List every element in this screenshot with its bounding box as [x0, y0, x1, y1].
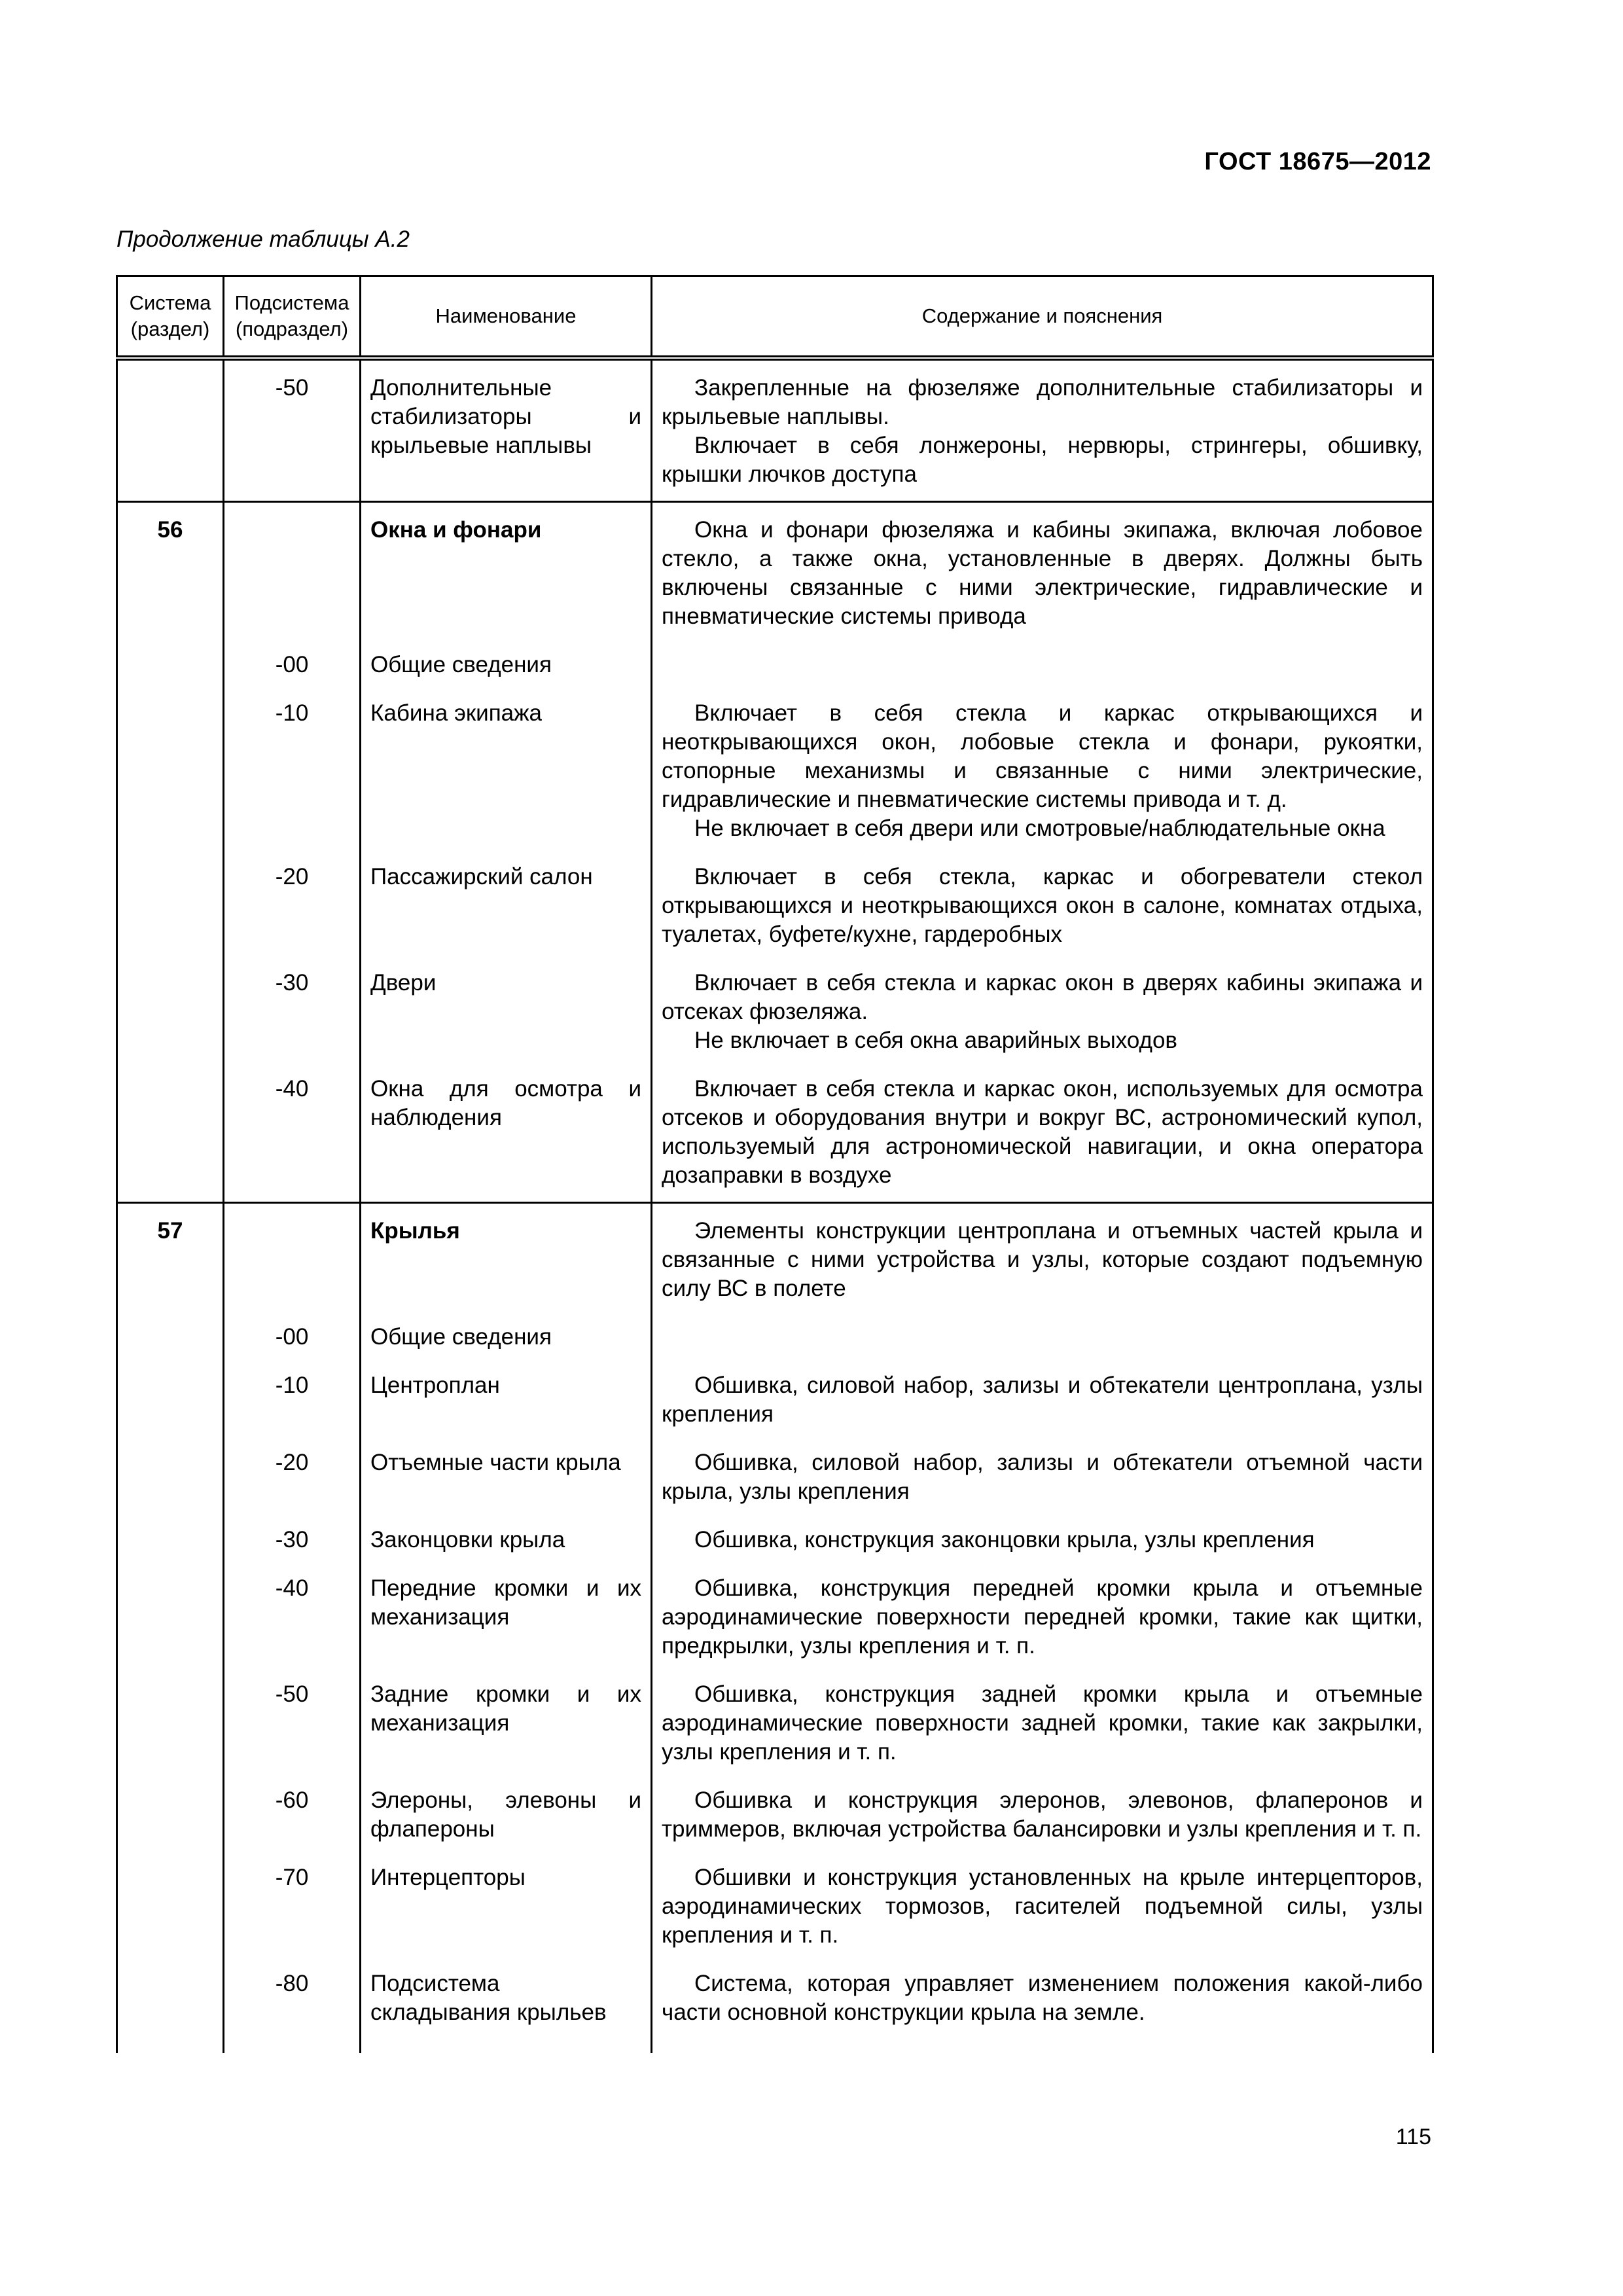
table-row: [117, 1371, 1433, 1448]
name-cell: Передние кромки и их механизация: [361, 1574, 652, 1680]
description-paragraph: Обшивка, конструкция передней кромки крыла и отъемные аэродинамические поверхности передней кромки, такие как щитки, предкрылки, узлы крепления и т. п.: [662, 1575, 1423, 1659]
system-code-cell: [117, 1574, 224, 1680]
column-header-description: Содержание и пояснения: [652, 276, 1433, 359]
table-row: [117, 1203, 1433, 1323]
system-code-cell: [117, 1448, 224, 1526]
subsystem-code-cell: -10: [224, 1371, 361, 1448]
description-paragraph: Обшивка и конструкция элеронов, элевонов, флаперонов и триммеров, включая устройства балансировки и узлы крепления и т. п.: [662, 1787, 1423, 1842]
column-header-system: Система (раздел): [117, 276, 224, 359]
description-cell: [652, 1526, 1433, 1574]
description-paragraph: Обшивка, силовой набор, зализы и обтекатели центроплана, узлы крепления: [662, 1372, 1423, 1427]
subsystem-code-cell: -80: [224, 1969, 361, 2053]
table-row: [117, 1526, 1433, 1574]
subsystem-code-cell: -30: [224, 969, 361, 1075]
table-body: [117, 358, 1433, 2053]
table-caption: Продолжение таблицы А.2: [116, 226, 410, 252]
table-row: [117, 1969, 1433, 2053]
system-code-cell: [117, 1969, 224, 2053]
description-paragraph: Обшивка, конструкция законцовки крыла, узлы крепления: [694, 1527, 1315, 1552]
description-paragraph: Обшивка, силовой набор, зализы и обтекатели отъемной части крыла, узлы крепления: [662, 1450, 1423, 1504]
subsystem-code-cell: -20: [224, 863, 361, 969]
table-row: [117, 502, 1433, 651]
name-cell: Задние кромки и их механизация: [361, 1680, 652, 1786]
table-row: [117, 1574, 1433, 1680]
table-header-row: [117, 276, 1433, 359]
description-cell: [652, 1323, 1433, 1371]
description-cell: [652, 1371, 1433, 1448]
table-row: [117, 1786, 1433, 1863]
description-paragraph: Включает в себя лонжероны, нервюры, стрингеры, обшивку, крышки лючков доступа: [662, 433, 1423, 487]
description-cell: [652, 1969, 1433, 2053]
description-cell: [652, 699, 1433, 863]
description-cell: [652, 502, 1433, 651]
document-code: ГОСТ 18675—2012: [1204, 148, 1431, 175]
table-row: [117, 1323, 1433, 1371]
table-row: [117, 651, 1433, 699]
subsystem-code-cell: -00: [224, 1323, 361, 1371]
description-cell: [652, 1680, 1433, 1786]
system-code-cell: [117, 1526, 224, 1574]
description-paragraph: Включает в себя стекла и каркас окон, используемых для осмотра отсеков и оборудования внутри и вокруг ВС, астрономический купол, используемый для астрономической навигации, и окна оператора дозаправки в воздухе: [662, 1076, 1423, 1188]
description-paragraph: Окна и фонари фюзеляжа и кабины экипажа, включая лобовое стекло, а также окна, установленные в дверях. Должны быть включены связанные с ними электрические, гидравлические и пневматические системы привода: [662, 517, 1423, 629]
description-paragraph: Включает в себя стекла, каркас и обогреватели стекол открывающихся и неоткрывающихся окон в салоне, комнатах отдыха, туалетах, буфете/кухне, гардеробных: [662, 864, 1423, 947]
description-paragraph: Элементы конструкции центроплана и отъемных частей крыла и связанные с ними устройства и узлы, которые создают подъемную силу ВС в полете: [662, 1218, 1423, 1301]
classification-table: [116, 275, 1434, 2053]
name-cell: Дополнительные стабилизаторы и крыльевые наплывы: [361, 358, 652, 502]
name-cell: Общие сведения: [361, 651, 652, 699]
description-cell: [652, 1448, 1433, 1526]
system-code-cell: [117, 1371, 224, 1448]
name-cell: Крылья: [361, 1203, 652, 1323]
column-header-name: Наименование: [361, 276, 652, 359]
subsystem-code-cell: -40: [224, 1075, 361, 1203]
description-paragraph: Закрепленные на фюзеляже дополнительные стабилизаторы и крыльевые наплывы.: [662, 375, 1423, 429]
description-cell: [652, 1863, 1433, 1969]
description-cell: [652, 1786, 1433, 1863]
table-row: [117, 358, 1433, 502]
system-code-cell: 56: [117, 502, 224, 651]
system-code-cell: [117, 969, 224, 1075]
subsystem-code-cell: -40: [224, 1574, 361, 1680]
system-code-cell: [117, 358, 224, 502]
system-code-cell: [117, 1075, 224, 1203]
page-number: 115: [1395, 2125, 1431, 2149]
description-paragraph: Включает в себя стекла и каркас окон в дверях кабины экипажа и отсеках фюзеляжа.: [662, 970, 1423, 1024]
table-row: [117, 1075, 1433, 1203]
description-cell: [652, 969, 1433, 1075]
system-code-cell: [117, 651, 224, 699]
table-row: [117, 863, 1433, 969]
subsystem-code-cell: -30: [224, 1526, 361, 1574]
description-paragraph: Система, которая управляет изменением положения какой-либо части основной конструкции крыла на земле.: [662, 1971, 1423, 2025]
subsystem-code-cell: -50: [224, 358, 361, 502]
system-code-cell: 57: [117, 1203, 224, 1323]
description-paragraph: Не включает в себя окна аварийных выходов: [694, 1028, 1178, 1053]
name-cell: Подсистема складывания крыльев: [361, 1969, 652, 2053]
name-cell: Интерцепторы: [361, 1863, 652, 1969]
system-code-cell: [117, 1786, 224, 1863]
name-cell: Общие сведения: [361, 1323, 652, 1371]
system-code-cell: [117, 1680, 224, 1786]
description-cell: [652, 651, 1433, 699]
description-cell: [652, 863, 1433, 969]
description-paragraph: Не включает в себя двери или смотровые/наблюдательные окна: [694, 816, 1385, 841]
description-cell: [652, 358, 1433, 502]
name-cell: Элероны, элевоны и флапероны: [361, 1786, 652, 1863]
column-header-subsystem: Подсистема (подраздел): [224, 276, 361, 359]
subsystem-code-cell: -10: [224, 699, 361, 863]
system-code-cell: [117, 863, 224, 969]
system-code-cell: [117, 699, 224, 863]
name-cell: Кабина экипажа: [361, 699, 652, 863]
name-cell: Отъемные части крыла: [361, 1448, 652, 1526]
name-cell: Центроплан: [361, 1371, 652, 1448]
description-paragraph: Включает в себя стекла и каркас открывающихся и неоткрывающихся окон, лобовые стекла и фонари, рукоятки, стопорные механизмы и связанные с ними электрические, гидравлические и пневматические системы привода и т. д.: [662, 700, 1423, 812]
description-cell: [652, 1203, 1433, 1323]
description-paragraph: Обшивка, конструкция задней кромки крыла и отъемные аэродинамические поверхности задней кромки, такие как закрылки, узлы крепления и т. п.: [662, 1681, 1423, 1765]
description-cell: [652, 1075, 1433, 1203]
table-row: [117, 1680, 1433, 1786]
name-cell: Пассажирский салон: [361, 863, 652, 969]
subsystem-code-cell: -70: [224, 1863, 361, 1969]
description-paragraph: Обшивки и конструкция установленных на крыле интерцепторов, аэродинамических тормозов, гасителей подъемной силы, узлы крепления и т. п.: [662, 1865, 1423, 1948]
subsystem-code-cell: -00: [224, 651, 361, 699]
description-cell: [652, 1574, 1433, 1680]
table-row: [117, 969, 1433, 1075]
name-cell: Окна для осмотра и наблюдения: [361, 1075, 652, 1203]
name-cell: Окна и фонари: [361, 502, 652, 651]
system-code-cell: [117, 1863, 224, 1969]
system-code-cell: [117, 1323, 224, 1371]
table-row: [117, 1448, 1433, 1526]
subsystem-code-cell: [224, 502, 361, 651]
subsystem-code-cell: -60: [224, 1786, 361, 1863]
subsystem-code-cell: -20: [224, 1448, 361, 1526]
name-cell: Двери: [361, 969, 652, 1075]
subsystem-code-cell: -50: [224, 1680, 361, 1786]
name-cell: Законцовки крыла: [361, 1526, 652, 1574]
table-row: [117, 1863, 1433, 1969]
table-row: [117, 699, 1433, 863]
subsystem-code-cell: [224, 1203, 361, 1323]
